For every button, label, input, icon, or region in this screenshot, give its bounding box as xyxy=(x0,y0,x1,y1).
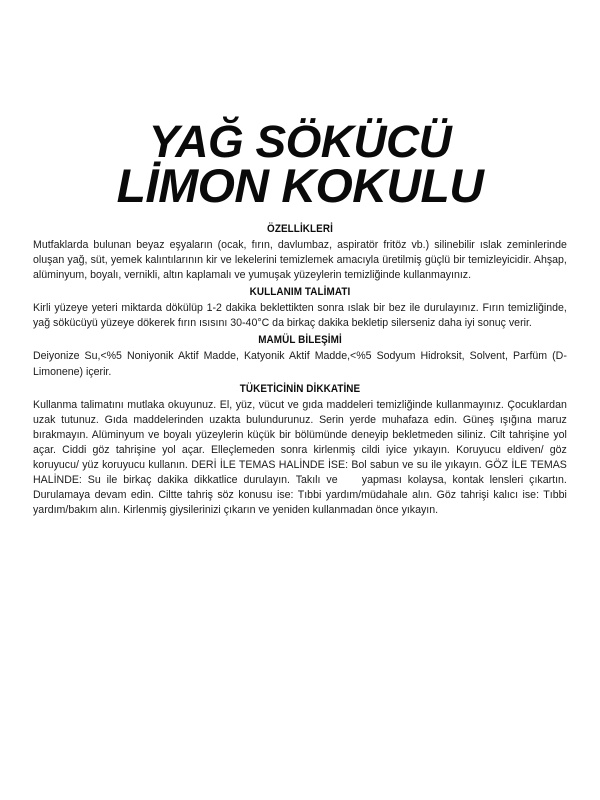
section-body-ozellikleri: Mutfaklarda bulunan beyaz eşyaların (ocak, fırın, davlumbaz, aspiratör fritöz vb.) silinebilir ıslak zeminlerinde oluşan yağ, süt, yemek kalıntılarının kir ve lekelerini temizlemek amacıyla üretilmiş güçlü bir temizleyicidir. Ahşap, alüminyum, boyalı, vernikli, altın kaplamalı ve yumuşak yüzeylerin temizliğinde kullanmayınız. xyxy=(33,239,567,282)
product-title-line-1: YAĞ SÖKÜCÜ xyxy=(148,116,452,167)
product-title-line-2: LİMON KOKULU xyxy=(116,159,484,212)
section-kullanim-talimati xyxy=(33,285,567,331)
section-body-mamul-bilesimi: Deiyonize Su,<%5 Noniyonik Aktif Madde, Katyonik Aktif Madde,<%5 Sodyum Hidroksit, Solvent, Parfüm (D-Limonene) içerir. xyxy=(33,350,567,378)
section-body-kullanim-talimati: Kirli yüzeye yeteri miktarda dökülüp 1-2 dakika beklettikten sonra ıslak bir bez ile durulayınız. Fırın temizliğinde, yağ sökücüyü yüzeye dökerek fırın ısısını 30-40°C da birkaç dakika bekletip silerseniz daha iyi sonuç verir. xyxy=(33,302,567,330)
section-ozellikleri xyxy=(33,222,567,283)
section-heading-kullanim-talimati: KULLANIM TALİMATI xyxy=(249,286,351,299)
section-mamul-bilesimi xyxy=(33,333,567,379)
section-heading-tuketicinin-dikkatine: TÜKETİCİNİN DİKKATİNE xyxy=(239,382,361,395)
section-heading-mamul-bilesimi: MAMÜL BİLEŞİMİ xyxy=(258,334,342,347)
warning-text-part-2: yapması kolaysa, kontak lensleri çıkartın. Durulamaya devam edin. Ciltte tahriş söz konusu ise: Tıbbi yardım/müdahale alın. Göz tahrişi kalıcı ise: Tıbbi yardım/bakım alın. Kirlenmiş giysilerinizi çıkarın ve yeniden kullanmadan önce yıkayın. xyxy=(33,474,567,517)
section-heading-ozellikleri: ÖZELLİKLERİ xyxy=(267,223,333,235)
label-content xyxy=(33,116,567,520)
warning-text-part-1: Kullanma talimatını mutlaka okuyunuz. El, yüz, vücut ve gıda maddeleri temizliğinde kullanmayınız. Çocuklardan uzak tutunuz. Gıda maddelerinden uzakta bulundurunuz. Serin yerde muhafaza edin. Güneş ışığına maruz bırakmayın. Alüminyum ve boyalı yüzeylerin küçük bir bölümünde deneyip bekletmeden siliniz. Cilt tahrişine yol açar. Ciddi göz tahrişine yol açar. Elleçlemeden sonra kirlenmiş cildi iyice yıkayın. Koruyucu eldiven/ göz koruyucu/ yüz koruyucu kullanın. DERİ İLE TEMAS HALİNDE İSE: Bol sabun ve su ile yıkayın. GÖZ İLE TEMAS HALİNDE: Su ile birkaç dakika dikkatlice durulayın. Takılı ve xyxy=(33,398,567,487)
section-tuketicinin-dikkatine xyxy=(33,382,567,519)
page-title xyxy=(28,116,573,212)
section-body-tuketicinin-dikkatine xyxy=(33,398,567,519)
